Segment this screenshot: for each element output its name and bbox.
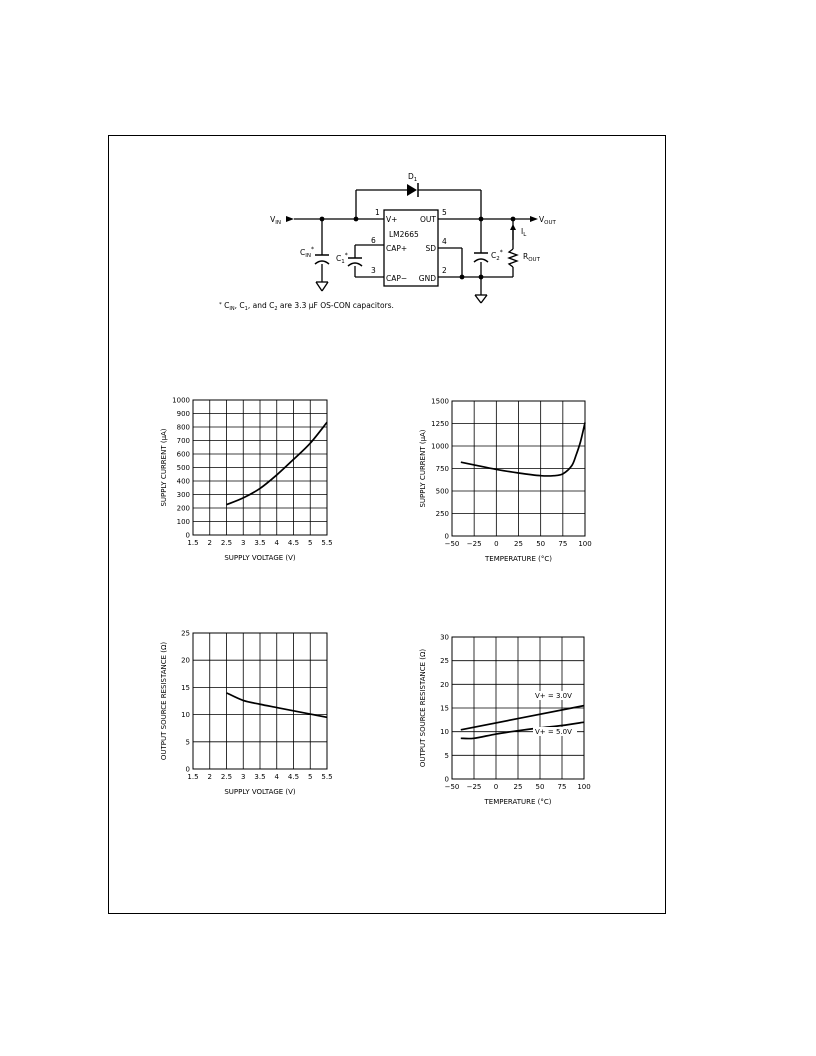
x-tick-label: 3.5 <box>254 773 266 781</box>
rout-label: $R_{OUT}$ <box>523 252 540 263</box>
x-tick-label: −50 <box>444 540 460 548</box>
series-label: V+ = 5.0V <box>535 728 572 736</box>
y-tick-label: 300 <box>176 491 190 499</box>
x-tick-label: 3 <box>241 773 246 781</box>
x-axis-label: TEMPERATURE (°C) <box>485 555 552 563</box>
x-tick-label: 25 <box>514 540 523 548</box>
pin-number: 1 <box>375 208 380 217</box>
x-tick-label: 2 <box>207 773 212 781</box>
x-tick-label: 75 <box>558 540 568 548</box>
y-tick-label: 5 <box>444 751 449 760</box>
y-tick-label: 600 <box>176 450 190 459</box>
pin-name: SD <box>425 244 436 253</box>
c2-label: $C_2^*$ <box>491 249 503 262</box>
y-axis-label: SUPPLY CURRENT (μA) <box>419 429 427 508</box>
x-axis-label: SUPPLY VOLTAGE (V) <box>224 788 296 796</box>
y-tick-label: 200 <box>176 504 190 513</box>
y-tick-label: 5 <box>185 738 190 747</box>
x-axis-label: SUPPLY VOLTAGE (V) <box>224 554 296 562</box>
y-tick-label: 20 <box>440 680 449 689</box>
x-tick-label: 3.5 <box>254 539 266 547</box>
y-tick-label: 250 <box>435 510 449 518</box>
y-tick-label: 0 <box>185 531 190 540</box>
y-tick-label: 0 <box>185 765 190 774</box>
x-tick-label: 2.5 <box>220 539 233 547</box>
x-tick-label: 5.5 <box>321 539 333 547</box>
x-tick-label: −25 <box>466 540 482 548</box>
x-tick-label: 2.5 <box>220 773 233 781</box>
x-tick-label: 3 <box>241 539 246 547</box>
vin-label: $V_{IN}$ <box>270 215 281 226</box>
pin-name: CAP+ <box>386 244 408 253</box>
y-tick-label: 30 <box>440 633 449 642</box>
y-tick-label: 1000 <box>431 442 449 451</box>
y-tick-label: 1250 <box>431 420 449 428</box>
y-tick-label: 25 <box>440 657 449 666</box>
x-tick-label: 100 <box>578 540 592 548</box>
y-tick-label: 500 <box>176 464 190 472</box>
pin-number: 4 <box>442 237 447 246</box>
y-tick-label: 100 <box>176 518 190 526</box>
pin-name: V+ <box>386 215 398 224</box>
pin-name: GND <box>418 274 436 283</box>
x-tick-label: 25 <box>513 783 523 791</box>
y-axis-label: OUTPUT SOURCE RESISTANCE (Ω) <box>419 648 427 768</box>
x-tick-label: 75 <box>557 783 567 791</box>
d1-label: $D_1$ <box>408 172 418 183</box>
y-tick-label: 10 <box>181 711 190 720</box>
y-tick-label: 10 <box>440 728 449 737</box>
y-tick-label: 25 <box>181 629 190 638</box>
x-tick-label: 5 <box>308 773 313 781</box>
x-tick-label: 50 <box>535 783 545 791</box>
y-tick-label: 500 <box>435 487 449 496</box>
pin-number: 6 <box>371 236 376 245</box>
chip-name: LM2665 <box>389 230 419 239</box>
y-tick-label: 15 <box>181 683 190 692</box>
c1-label: $C_1^*$ <box>336 252 348 265</box>
cin-label: $C_{IN}^*$ <box>300 246 314 259</box>
x-axis-label: TEMPERATURE (°C) <box>484 798 552 806</box>
x-tick-label: 1.5 <box>187 773 199 781</box>
y-tick-label: 1500 <box>431 397 449 406</box>
y-tick-label: 900 <box>176 410 190 418</box>
series-line <box>461 706 584 730</box>
x-tick-label: 50 <box>536 540 546 548</box>
y-tick-label: 700 <box>176 437 190 445</box>
y-tick-label: 750 <box>435 465 449 473</box>
y-tick-label: 15 <box>440 704 449 713</box>
y-tick-label: 20 <box>181 656 190 665</box>
x-tick-label: 4 <box>274 539 279 547</box>
x-tick-label: 2 <box>207 539 212 547</box>
y-tick-label: 1000 <box>172 396 190 405</box>
pin-number: 5 <box>442 208 447 217</box>
x-tick-label: 1.5 <box>187 539 199 547</box>
y-axis-label: SUPPLY CURRENT (μA) <box>160 428 168 507</box>
pin-number: 3 <box>371 266 376 275</box>
vout-label: $V_{OUT}$ <box>539 215 556 226</box>
x-tick-label: −25 <box>466 783 482 791</box>
y-axis-label: OUTPUT SOURCE RESISTANCE (Ω) <box>160 641 168 761</box>
x-tick-label: 4.5 <box>287 773 300 781</box>
y-tick-label: 400 <box>176 477 190 486</box>
x-tick-label: 100 <box>577 783 591 791</box>
pin-number: 2 <box>442 266 447 275</box>
schematic-footnote: * $C_{IN}$, $C_1$, and $C_2$ are 3.3 μF OS-CON capacitors. <box>219 301 394 312</box>
x-tick-label: 0 <box>493 783 499 791</box>
x-tick-label: 5.5 <box>321 773 333 781</box>
x-tick-label: 5 <box>308 539 313 547</box>
x-tick-label: 4 <box>274 773 279 781</box>
x-tick-label: 4.5 <box>287 539 300 547</box>
il-label: $I_L$ <box>521 227 527 238</box>
x-tick-label: −50 <box>444 783 460 791</box>
pin-name: CAP− <box>386 274 408 283</box>
series-label: V+ = 3.0V <box>535 692 572 700</box>
pin-name: OUT <box>420 215 436 224</box>
y-tick-label: 0 <box>444 532 449 541</box>
y-tick-label: 0 <box>444 775 449 784</box>
y-tick-label: 800 <box>176 423 190 432</box>
x-tick-label: 0 <box>494 540 499 548</box>
